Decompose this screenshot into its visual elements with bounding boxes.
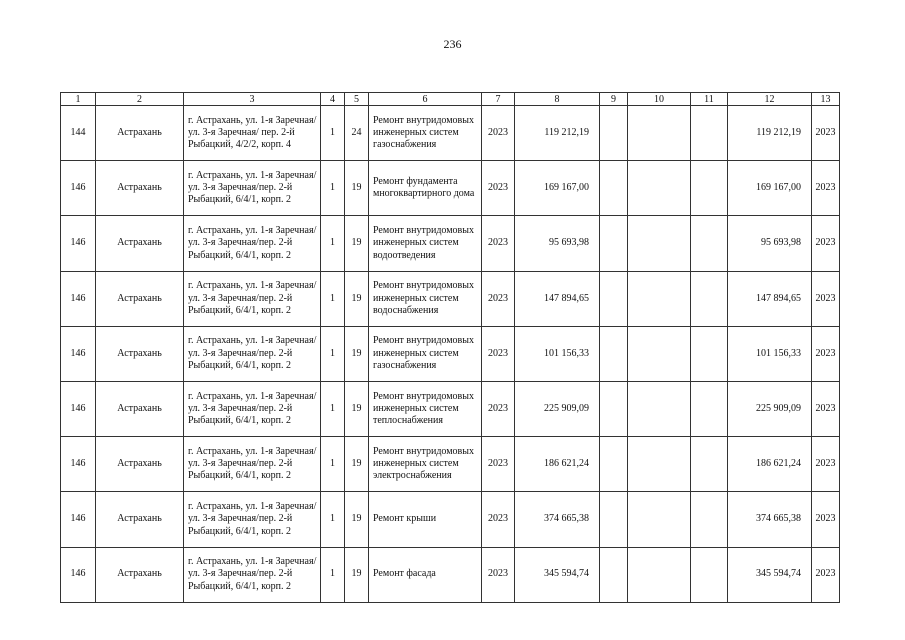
col-10-cell bbox=[628, 381, 691, 436]
col-5-cell: 19 bbox=[345, 437, 369, 492]
table-row bbox=[61, 492, 840, 547]
row-index: 146 bbox=[61, 161, 96, 216]
municipality-cell: Астрахань bbox=[96, 271, 184, 326]
completion-year-cell: 2023 bbox=[812, 492, 840, 547]
col-5-cell: 19 bbox=[345, 271, 369, 326]
total-cost-cell: 374 665,38 bbox=[728, 492, 812, 547]
column-number: 2 bbox=[96, 93, 184, 106]
address-cell: г. Астрахань, ул. 1-я Заречная/ ул. 3-я Заречная/пер. 2-й Рыбацкий, 6/4/1, корп. 2 bbox=[184, 492, 321, 547]
col-4-cell: 1 bbox=[321, 381, 345, 436]
address-cell: г. Астрахань, ул. 1-я Заречная/ ул. 3-я Заречная/пер. 2-й Рыбацкий, 6/4/1, корп. 2 bbox=[184, 547, 321, 602]
municipality-cell: Астрахань bbox=[96, 216, 184, 271]
col-9-cell bbox=[600, 271, 628, 326]
column-number: 4 bbox=[321, 93, 345, 106]
completion-year-cell: 2023 bbox=[812, 326, 840, 381]
col-5-cell: 24 bbox=[345, 106, 369, 161]
col-5-cell: 19 bbox=[345, 492, 369, 547]
col-4-cell: 1 bbox=[321, 216, 345, 271]
completion-year-cell: 2023 bbox=[812, 161, 840, 216]
completion-year-cell: 2023 bbox=[812, 547, 840, 602]
table-row bbox=[61, 271, 840, 326]
table-row bbox=[61, 381, 840, 436]
work-type-cell: Ремонт внутридомовых инженерных систем газоснабжения bbox=[369, 326, 482, 381]
col-11-cell bbox=[691, 437, 728, 492]
work-type-cell: Ремонт крыши bbox=[369, 492, 482, 547]
row-index: 146 bbox=[61, 216, 96, 271]
col-10-cell bbox=[628, 161, 691, 216]
total-cost-cell: 225 909,09 bbox=[728, 381, 812, 436]
column-number: 10 bbox=[628, 93, 691, 106]
col-5-cell: 19 bbox=[345, 216, 369, 271]
work-type-cell: Ремонт внутридомовых инженерных систем теплоснабжения bbox=[369, 381, 482, 436]
col-4-cell: 1 bbox=[321, 437, 345, 492]
col-9-cell bbox=[600, 492, 628, 547]
table-row bbox=[61, 161, 840, 216]
work-type-cell: Ремонт внутридомовых инженерных систем газоснабжения bbox=[369, 106, 482, 161]
table-row bbox=[61, 216, 840, 271]
completion-year-cell: 2023 bbox=[812, 381, 840, 436]
col-5-cell: 19 bbox=[345, 161, 369, 216]
total-cost-cell: 119 212,19 bbox=[728, 106, 812, 161]
cost-cell: 95 693,98 bbox=[515, 216, 600, 271]
table-row bbox=[61, 326, 840, 381]
col-9-cell bbox=[600, 106, 628, 161]
year-cell: 2023 bbox=[482, 326, 515, 381]
municipality-cell: Астрахань bbox=[96, 161, 184, 216]
col-9-cell bbox=[600, 216, 628, 271]
column-number: 12 bbox=[728, 93, 812, 106]
cost-cell: 225 909,09 bbox=[515, 381, 600, 436]
col-11-cell bbox=[691, 106, 728, 161]
table-row bbox=[61, 437, 840, 492]
total-cost-cell: 147 894,65 bbox=[728, 271, 812, 326]
col-4-cell: 1 bbox=[321, 492, 345, 547]
work-type-cell: Ремонт внутридомовых инженерных систем водоснабжения bbox=[369, 271, 482, 326]
column-number: 8 bbox=[515, 93, 600, 106]
work-type-cell: Ремонт внутридомовых инженерных систем электроснабжения bbox=[369, 437, 482, 492]
completion-year-cell: 2023 bbox=[812, 216, 840, 271]
year-cell: 2023 bbox=[482, 547, 515, 602]
cost-cell: 147 894,65 bbox=[515, 271, 600, 326]
address-cell: г. Астрахань, ул. 1-я Заречная/ ул. 3-я Заречная/пер. 2-й Рыбацкий, 6/4/1, корп. 2 bbox=[184, 326, 321, 381]
col-10-cell bbox=[628, 492, 691, 547]
municipality-cell: Астрахань bbox=[96, 326, 184, 381]
municipality-cell: Астрахань bbox=[96, 547, 184, 602]
col-9-cell bbox=[600, 547, 628, 602]
page-number: 236 bbox=[443, 37, 462, 51]
completion-year-cell: 2023 bbox=[812, 437, 840, 492]
year-cell: 2023 bbox=[482, 437, 515, 492]
col-11-cell bbox=[691, 547, 728, 602]
col-11-cell bbox=[691, 161, 728, 216]
row-index: 146 bbox=[61, 271, 96, 326]
col-9-cell bbox=[600, 326, 628, 381]
cost-cell: 119 212,19 bbox=[515, 106, 600, 161]
municipality-cell: Астрахань bbox=[96, 106, 184, 161]
col-9-cell bbox=[600, 161, 628, 216]
year-cell: 2023 bbox=[482, 106, 515, 161]
year-cell: 2023 bbox=[482, 271, 515, 326]
column-number: 3 bbox=[184, 93, 321, 106]
col-4-cell: 1 bbox=[321, 271, 345, 326]
col-4-cell: 1 bbox=[321, 161, 345, 216]
row-index: 146 bbox=[61, 381, 96, 436]
row-index: 146 bbox=[61, 326, 96, 381]
col-10-cell bbox=[628, 106, 691, 161]
col-4-cell: 1 bbox=[321, 326, 345, 381]
work-type-cell: Ремонт внутридомовых инженерных систем водоотведения bbox=[369, 216, 482, 271]
col-4-cell: 1 bbox=[321, 106, 345, 161]
col-10-cell bbox=[628, 271, 691, 326]
cost-cell: 345 594,74 bbox=[515, 547, 600, 602]
table-row bbox=[61, 106, 840, 161]
row-index: 146 bbox=[61, 492, 96, 547]
address-cell: г. Астрахань, ул. 1-я Заречная/ ул. 3-я Заречная/пер. 2-й Рыбацкий, 6/4/1, корп. 2 bbox=[184, 216, 321, 271]
row-index: 144 bbox=[61, 106, 96, 161]
completion-year-cell: 2023 bbox=[812, 106, 840, 161]
col-10-cell bbox=[628, 547, 691, 602]
total-cost-cell: 101 156,33 bbox=[728, 326, 812, 381]
col-5-cell: 19 bbox=[345, 547, 369, 602]
col-11-cell bbox=[691, 326, 728, 381]
table-row bbox=[61, 547, 840, 602]
row-index: 146 bbox=[61, 437, 96, 492]
col-5-cell: 19 bbox=[345, 326, 369, 381]
col-10-cell bbox=[628, 326, 691, 381]
column-number: 9 bbox=[600, 93, 628, 106]
col-9-cell bbox=[600, 437, 628, 492]
col-11-cell bbox=[691, 271, 728, 326]
work-type-cell: Ремонт фундамента многоквартирного дома bbox=[369, 161, 482, 216]
total-cost-cell: 169 167,00 bbox=[728, 161, 812, 216]
col-5-cell: 19 bbox=[345, 381, 369, 436]
repair-registry-table bbox=[60, 92, 840, 603]
col-10-cell bbox=[628, 437, 691, 492]
col-11-cell bbox=[691, 381, 728, 436]
year-cell: 2023 bbox=[482, 161, 515, 216]
address-cell: г. Астрахань, ул. 1-я Заречная/ ул. 3-я Заречная/пер. 2-й Рыбацкий, 6/4/1, корп. 2 bbox=[184, 381, 321, 436]
column-number: 7 bbox=[482, 93, 515, 106]
address-cell: г. Астрахань, ул. 1-я Заречная/ ул. 3-я Заречная/ пер. 2-й Рыбацкий, 4/2/2, корп. 4 bbox=[184, 106, 321, 161]
year-cell: 2023 bbox=[482, 216, 515, 271]
address-cell: г. Астрахань, ул. 1-я Заречная/ ул. 3-я Заречная/пер. 2-й Рыбацкий, 6/4/1, корп. 2 bbox=[184, 271, 321, 326]
address-cell: г. Астрахань, ул. 1-я Заречная/ ул. 3-я Заречная/пер. 2-й Рыбацкий, 6/4/1, корп. 2 bbox=[184, 161, 321, 216]
address-cell: г. Астрахань, ул. 1-я Заречная/ ул. 3-я Заречная/пер. 2-й Рыбацкий, 6/4/1, корп. 2 bbox=[184, 437, 321, 492]
cost-cell: 101 156,33 bbox=[515, 326, 600, 381]
column-number: 13 bbox=[812, 93, 840, 106]
col-9-cell bbox=[600, 381, 628, 436]
municipality-cell: Астрахань bbox=[96, 492, 184, 547]
col-11-cell bbox=[691, 216, 728, 271]
year-cell: 2023 bbox=[482, 381, 515, 436]
total-cost-cell: 95 693,98 bbox=[728, 216, 812, 271]
row-index: 146 bbox=[61, 547, 96, 602]
column-number: 11 bbox=[691, 93, 728, 106]
municipality-cell: Астрахань bbox=[96, 381, 184, 436]
column-number: 1 bbox=[61, 93, 96, 106]
work-type-cell: Ремонт фасада bbox=[369, 547, 482, 602]
col-10-cell bbox=[628, 216, 691, 271]
cost-cell: 186 621,24 bbox=[515, 437, 600, 492]
cost-cell: 169 167,00 bbox=[515, 161, 600, 216]
table-header-row bbox=[61, 93, 840, 106]
completion-year-cell: 2023 bbox=[812, 271, 840, 326]
year-cell: 2023 bbox=[482, 492, 515, 547]
col-4-cell: 1 bbox=[321, 547, 345, 602]
column-number: 5 bbox=[345, 93, 369, 106]
total-cost-cell: 186 621,24 bbox=[728, 437, 812, 492]
col-11-cell bbox=[691, 492, 728, 547]
total-cost-cell: 345 594,74 bbox=[728, 547, 812, 602]
column-number: 6 bbox=[369, 93, 482, 106]
municipality-cell: Астрахань bbox=[96, 437, 184, 492]
cost-cell: 374 665,38 bbox=[515, 492, 600, 547]
